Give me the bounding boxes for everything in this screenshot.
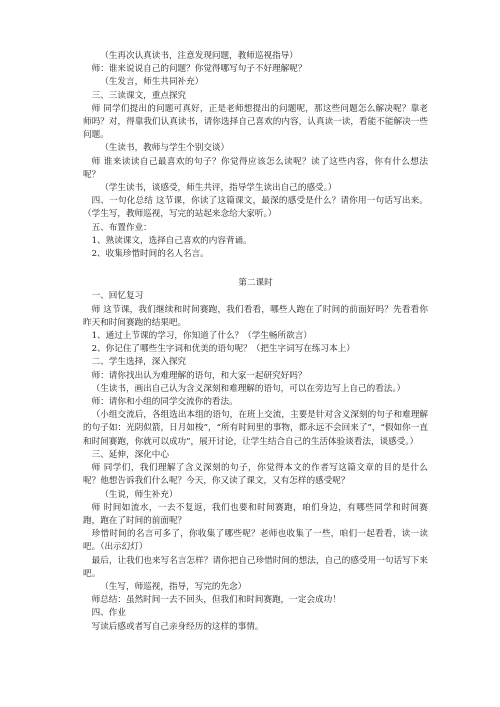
section-heading: 三、延伸，深化中心 bbox=[91, 449, 169, 460]
list-item: 2、收集珍惜时间的名人名言。 bbox=[91, 249, 209, 260]
paragraph: 写读后感或者写自己亲身经历的这样的事情。 bbox=[91, 621, 264, 632]
paragraph: （生再次认真读书，注意发现问题，教师巡视指导） bbox=[100, 51, 298, 61]
paragraph: （生读书，教师与学生个别交谈） bbox=[100, 143, 230, 154]
paragraph: 最后，让我们也来写名言怎样？请你把自己珍惜时间的想法，自己的感受用一句话写下来吧。 bbox=[83, 555, 428, 579]
section-heading: 四、一句化总结 这节课，你读了这篇课文，最深的感受是什么？请你用一句话写出来。（学生写，教师巡视，写完的站起来念给大家听。） bbox=[83, 196, 428, 220]
paragraph: （学生读书，谈感受，师生共评，指导学生读出自己的感受。） bbox=[100, 183, 337, 194]
paragraph: 师 谁来读读自己最喜欢的句子？你觉得应该怎么读呢？读了这些内容，你有什么想法呢？ bbox=[83, 156, 428, 180]
list-item: 1、熟读课文，选择自己喜欢的内容背诵。 bbox=[91, 235, 252, 246]
paragraph: （生读书，画出自己认为含义深刻和难理解的语句，可以在旁边写上自己的看法。） bbox=[91, 383, 406, 394]
section-heading: 四、作业 bbox=[91, 608, 126, 619]
spacer bbox=[83, 261, 428, 277]
paragraph: （生写，师巡视，指导，写完的先念） bbox=[100, 581, 247, 592]
paragraph: 师：请你找出认为难理解的语句，和大家一起研究好吗？ bbox=[91, 370, 307, 381]
paragraph: 师 时间如流水，一去不复返，我们也要和时间赛跑，咱们身边，有哪些同学和时间赛跑，跑在了时间的前面呢？ bbox=[83, 502, 428, 526]
document-body bbox=[83, 50, 428, 634]
paragraph: 师：谁来说说自己的问题？你觉得哪写句子不好理解呢？ bbox=[91, 64, 307, 75]
paragraph: 师 同学们，我们理解了含义深刻的句子，你觉得本文的作者写这篇文章的目的是什么呢？他想告诉我们什么呢？今天，你又读了课文，又有怎样的感受呢？ bbox=[83, 463, 428, 487]
paragraph: 师 这节课，我们继续和时间赛跑，我们看看，哪些人跑在了时间的前面好吗？先看看你昨天和时间赛跑的结果吧。 bbox=[83, 304, 428, 328]
list-item: 2、你记住了哪些生字词和优美的语句呢？（把生字词写在练习本上） bbox=[91, 344, 355, 355]
paragraph: 师：请你和小组的同学交流你的看法。 bbox=[91, 397, 238, 408]
section-heading: 二、学生选择，深入探究 bbox=[91, 357, 187, 368]
paragraph: （生说，师生补充） bbox=[100, 489, 178, 500]
paragraph: 师总结：虽然时间一去不回头，但我们和时间赛跑，一定会成功！ bbox=[91, 595, 341, 606]
paragraph: （小组交流后，各组选出本组的语句，在班上交流，主要是针对含义深刻的句子和难理解的句子如：光阴似箭，日月如梭”，“所有时间里的事物，都永远不会回来了”，“假如你一直和时间赛跑，你就可以成功”，展开讨论，让学生结合自己的生活体验谈看法，谈感受。） bbox=[83, 410, 428, 447]
paragraph: （生发言，师生共同补充） bbox=[100, 77, 204, 88]
lesson-title: 第二课时 bbox=[238, 278, 273, 289]
list-item: 1、通过上节课的学习，你知道了什么？（学生畅所欲言） bbox=[91, 331, 312, 342]
section-heading: 三、三读课文，重点探究 bbox=[91, 90, 187, 101]
paragraph: 珍惜时间的名言可多了，你收集了哪些呢？老师也收集了一些，咱们一起看看，读一读吧。（出示幻灯） bbox=[83, 529, 428, 553]
section-heading: 一、回忆复习 bbox=[91, 291, 144, 302]
paragraph: 师 同学们提出的问题可真好，正是老师想提出的问题呢，那这些问题怎么解决呢？靠老师吗？对，得靠我们认真读书，请你选择自己喜欢的内容，认真读一读，看能不能解决一些问题。 bbox=[83, 103, 428, 141]
section-heading: 五、布置作业： bbox=[91, 222, 152, 233]
